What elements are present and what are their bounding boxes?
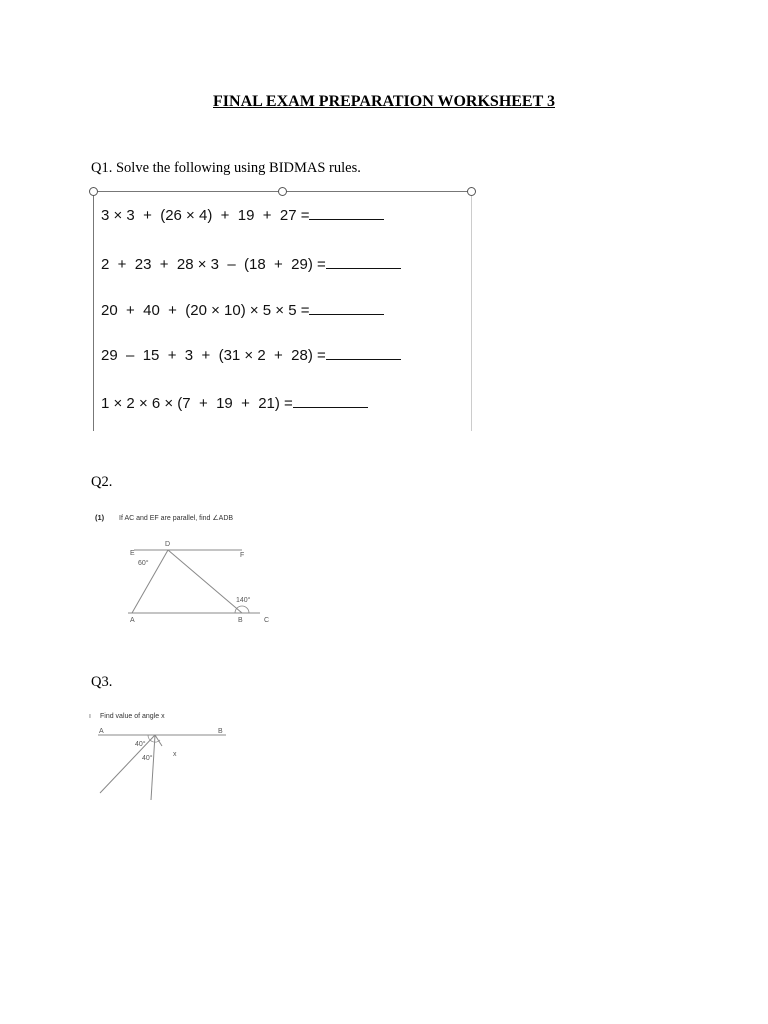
point-b: B: [218, 728, 223, 735]
box-border-left: [93, 191, 94, 431]
point-a: A: [99, 728, 104, 735]
box-border-right: [471, 191, 472, 431]
angle-label-2: 40°: [142, 755, 153, 762]
ray-left: [100, 735, 155, 793]
answer-blank: [293, 393, 368, 408]
answer-blank: [309, 300, 384, 315]
resize-handle-top-right[interactable]: [467, 187, 476, 196]
expression-1: [101, 205, 384, 224]
q3-bullet: ı: [89, 713, 91, 720]
q3-instruction: Find value of angle x: [100, 713, 165, 720]
expression-3: [101, 300, 384, 319]
resize-handle-top-middle[interactable]: [278, 187, 287, 196]
expression-text: 3 × 3 + (26 × 4) + 19 + 27 =: [101, 207, 310, 224]
answer-blank: [326, 345, 401, 360]
angle-arc-b: [235, 606, 249, 613]
point-b: B: [238, 617, 243, 624]
angle-e-label: 60°: [138, 560, 149, 567]
ray-down: [151, 735, 155, 800]
expression-5: [101, 393, 368, 412]
point-c: C: [264, 617, 270, 624]
point-e: E: [130, 550, 135, 557]
angle-label-1: 40°: [135, 741, 146, 748]
angle-b-label: 140°: [236, 597, 251, 604]
q3-figure: [88, 708, 233, 803]
angle-x-label: x: [173, 751, 177, 758]
expression-text: 29 – 15 + 3 + (31 × 2 + 28) =: [101, 347, 326, 364]
q1-expressions-box: [89, 187, 476, 433]
q2-label: Q2.: [91, 474, 113, 490]
expression-text: 1 × 2 × 6 × (7 + 19 + 21) =: [101, 395, 293, 412]
q3-label: Q3.: [91, 674, 113, 690]
point-a: A: [130, 617, 135, 624]
expression-text: 2 + 23 + 28 × 3 – (18 + 29) =: [101, 256, 326, 273]
expression-4: [101, 345, 401, 364]
q2-instruction: If AC and EF are parallel, find ∠ADB: [119, 515, 234, 522]
answer-blank: [309, 205, 384, 220]
point-f: F: [240, 552, 245, 559]
point-d: D: [165, 541, 171, 548]
worksheet-title: FINAL EXAM PREPARATION WORKSHEET 3: [213, 93, 555, 110]
ray-right: [155, 735, 162, 746]
q2-number: (1): [95, 513, 105, 522]
answer-blank: [326, 254, 401, 269]
q2-figure: [92, 508, 307, 633]
expression-text: 20 + 40 + (20 × 10) × 5 × 5 =: [101, 302, 310, 319]
expression-2: [101, 254, 401, 273]
q1-label: Q1. Solve the following using BIDMAS rules.: [91, 160, 361, 176]
resize-handle-top-left[interactable]: [89, 187, 98, 196]
